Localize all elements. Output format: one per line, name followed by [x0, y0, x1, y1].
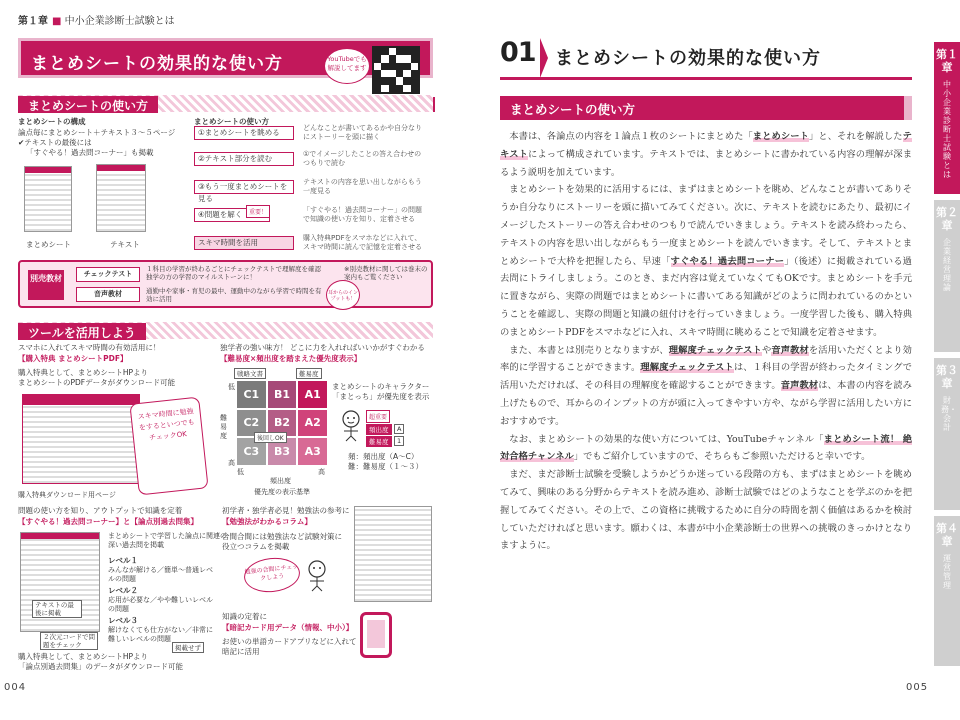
usage-step-4: ④問題を解く [194, 208, 270, 222]
pdf-balloon: スキマ時間に勉強をするといつでもチェックOK [129, 397, 208, 496]
chapter-tab-4[interactable] [934, 516, 960, 666]
postpone-ok-label: 後回しOK [254, 432, 287, 443]
axis-y-high: 高 [228, 459, 235, 467]
chapter-tab-title: 財務・会計 [941, 396, 957, 432]
tool1-caption: 購入特典ダウンロード用ページ [18, 491, 116, 499]
composition-line1: 論点毎にまとめシート＋テキスト３～５ページ [18, 128, 176, 137]
tool5-desc: お使いの単語カードアプリなどに入れて暗記に活用 [222, 637, 357, 656]
tool2-title: 【難易度×頻出度を踏まえた優先度表示】 [220, 354, 362, 363]
body-text: まだ、まだ診断士試験を受験しようかどうか迷っている段階の方も、まずはまとめシートを眺めてみて、興味のある分野からテキストを読み進め、診断士試験ではどのようなことを学ぶのかを把握してみてください。その上で、この資格に挑戦するために自分の時間を割く価値はあるかを検討していただければと思います。願わくは、本書が中小企業診断士の世界への挑戦のきっかけとなりますように。 [500, 469, 912, 552]
mini-freq-value: A [394, 424, 404, 434]
chapter-tab-2[interactable] [934, 200, 960, 352]
body-text: は、本書の内容を読み上げたもので、耳からのインプットの方が頭に入ってきやすい方や、ながら学習に活用したい方におすすめです。 [500, 380, 912, 427]
usage-step-3-note: テキストの内容を思い出しながらもう一度見る [303, 178, 422, 195]
level3-desc: 解けなくても仕方がない／非常に難しいレベルの問題 [108, 626, 213, 643]
usage-step-5-note: 購入特典PDFをスマホなどに入れて、スキマ時間に読んで記憶を定着させる [303, 234, 422, 251]
tool3-intro: 問題の使い方を知り、アウトプットで知識を定着 [18, 506, 183, 515]
matrix-cell-a3: A3 [298, 438, 327, 465]
mascot-figure [340, 410, 362, 442]
tool4-title: 【勉強法がわかるコラム】 [222, 517, 312, 526]
tool2-desc: まとめシートのキャラクター「まとっち」が優先度を表示 [332, 382, 430, 401]
matrix-cell-b2: B2 [268, 410, 297, 437]
thumb-label-text: テキスト [110, 240, 140, 249]
chapter-tab-number: 第４章 [936, 522, 958, 548]
usage-step-5: スキマ時間を活用 [194, 236, 294, 250]
right-section-bar [500, 96, 912, 120]
chapter-tab-number: 第１章 [936, 48, 958, 74]
body-text: は、１科目の学習が終わったタイミングで活用いただければ、その科目の理解度を確認することができます。 [500, 362, 912, 392]
tool2-intro: 独学者の強い味方！ どこに力を入れればいいかがすぐわかる [220, 343, 425, 352]
column-bubble: 勉強の合間にチェックしよう [242, 555, 301, 595]
chapter-tab-title: 中小企業診断士試験とは [943, 80, 951, 179]
left-page [0, 0, 465, 720]
highlight-term: テキスト [500, 131, 912, 160]
right-section-title: まとめシートの使い方 [510, 102, 636, 117]
axis-y-label: 難易度 [220, 414, 227, 440]
tool4-intro: 初学者・独学者必見！勉強法の参考に [222, 506, 350, 515]
tool1-title: 【購入特典 まとめシートPDF】 [18, 354, 128, 363]
axis-x-label: 頻出度 [270, 477, 291, 485]
body-text: 」（後述）に掲載されている過去問にトライしましょう。このとき、まだ内容は覚えていなくてもOKです。まとめシートを手元に置きながら、実際の問題ではまとめシートに書いてある知識がどのように問われているのかということを確認し、実際の問題と知識の紐付けを行っていきましょう。一度学習した後も、購入特典のまとめシートPDFをスマホなどに入れ、スキマ時間に眺めることで知識を定着させます。 [500, 255, 912, 338]
highlight-term: 理解度チェックテスト [640, 362, 734, 374]
axis-y-low: 低 [228, 383, 235, 391]
level2-desc: 応用が必要な／やや難しいレベルの問題 [108, 596, 213, 613]
section-tools-title: ツールを活用しよう [18, 323, 146, 340]
body-text: によって構成されています。テキストでは、まとめシートに書かれている内容の理解が深まるよう説明を加えています。 [500, 148, 912, 178]
tool1-intro: スマホに入れてスキマ時間の有効活用に！ [18, 343, 161, 352]
body-paragraph-p3 [500, 342, 912, 431]
body-text: を活用いただくとより効率的に学習することができます。 [500, 344, 912, 374]
tool2-row-head: 戦略文書 [234, 368, 266, 379]
tool3-title: 【すぐやる！過去問コーナー】と【論点別過去問集】 [18, 517, 198, 526]
tool5-intro: 知識の定着に [222, 612, 267, 621]
highlight-term: すぐやる！過去問コーナー [670, 255, 785, 267]
section-tools-bar [18, 322, 433, 339]
body-paragraph-p5 [500, 466, 912, 555]
usage-step-4-note: 「すぐやる！過去問コーナー」の問題で知識の使い方を知り、定着させる [303, 206, 422, 223]
running-title: 中小企業診断士試験とは [64, 16, 175, 27]
section-usage-title: まとめシートの使い方 [18, 96, 158, 113]
tool1-desc2: まとめシートのPDFデータがダウンロード可能 [18, 378, 176, 387]
student-figure [306, 560, 328, 592]
usage-step-2-note: ①でイメージしたことの答え合わせのつもりで読む [303, 150, 422, 167]
body-text: 本書は、各論点の内容を１論点１枚のシートにまとめた「 [509, 131, 753, 142]
body-paragraph-p2 [500, 181, 912, 341]
matrix-cell-b3: B3 [268, 438, 297, 465]
download-page-image [22, 394, 140, 484]
important-sticker: 重要！ [246, 205, 270, 218]
tool1-desc1: 購入特典として、まとめシートHPより [18, 368, 149, 377]
usage-heading: まとめシートの使い方 [194, 117, 269, 126]
highlight-term: 理解度チェックテスト [668, 344, 762, 356]
right-section-number: 01 [500, 37, 536, 68]
audio-desc: 通勤中や家事・育児の最中、運動中のながら学習で時間を有効に活用 [146, 287, 322, 303]
matrix-cell-a1: A1 [298, 381, 327, 408]
composition-line3: 「すぐやる！過去問コーナー」も掲載 [26, 148, 154, 157]
body-paragraph-p4 [500, 431, 912, 467]
body-text: まとめシートを効果的に活用するには、まずはまとめシートを眺め、どんなことが書いてありそうか自分なりにストーリーを頭に描いてみてください。次に、テキストを読むにあたり、最初にイメージしたストーリーの答え合わせのつもりで読んでいきましょう。テキストを読み終わったら、テキストの内容を思い出しながらもう一度まとめシートを読んでいきます。そして、テキストとまとめシートで大枠を把握したら、早速「 [500, 184, 912, 267]
level2-label: レベル２ [108, 586, 138, 595]
matome-sheet-thumbnail [24, 166, 72, 232]
separate-materials-note: ※別売教材に関しては巻末の案内もご覧ください [344, 265, 428, 281]
hero-title-box [18, 38, 433, 78]
super-important-badge: 超重要 [366, 410, 390, 423]
matrix-cell-a2: A2 [298, 410, 327, 437]
matrix-cell-c3: C3 [237, 438, 266, 465]
level1-label: レベル１ [108, 556, 138, 565]
youtube-bubble: YouTubeでも解説してます [324, 48, 370, 84]
audio-chip: 音声教材 [76, 287, 140, 302]
highlight-term: 音声教材 [771, 344, 809, 356]
usage-step-3: ③もう一度まとめシートを見る [194, 180, 294, 194]
axis-x-high: 高 [318, 468, 325, 476]
running-chapter: 第１章 [18, 16, 48, 27]
running-header [18, 12, 175, 27]
matrix-caption: 優先度の表示基準 [254, 488, 310, 496]
body-text: や [761, 344, 772, 356]
section-usage-bar [18, 95, 433, 112]
right-title: まとめシートの効果的な使い方 [555, 48, 821, 69]
mini-freq-label: 頻出度 [366, 424, 392, 435]
separate-materials-box [18, 260, 433, 308]
chapter-tab-3[interactable] [934, 358, 960, 510]
tool3-desc: まとめシートで学習した論点に関連の深い過去問を掲載 [108, 532, 227, 549]
tool5-title: 【暗記カード用データ（情報、中小）】 [222, 623, 354, 632]
matrix-cell-b1: B1 [268, 381, 297, 408]
column-thumbnail [354, 506, 432, 602]
usage-step-2: ②テキスト部分を読む [194, 152, 294, 166]
highlight-term: 音声教材 [780, 380, 819, 392]
chapter-tab-1[interactable] [934, 42, 960, 194]
tag-not-included: 掲載せず [172, 642, 204, 653]
mascot-face: 耳からのインプットも！ [326, 280, 360, 310]
thumb-label-sheet: まとめシート [26, 240, 71, 249]
usage-step-1: ①まとめシートを眺める [194, 126, 294, 140]
chapter-tab-number: 第２章 [936, 206, 958, 232]
usage-step-1-note: どんなことが書いてあるかや自分なりにストーリーを頭に描く [303, 124, 422, 141]
axis-x-low: 低 [237, 468, 244, 476]
mini-diff-value: 1 [394, 436, 404, 446]
tool3-foot2: 「論点別過去問集」のデータがダウンロード可能 [18, 662, 183, 671]
chapter-tab-title: 企業経営理論 [943, 238, 951, 292]
qr-code[interactable] [372, 46, 420, 94]
level1-desc: みんなが解ける／簡単～普通レベルの問題 [108, 566, 213, 583]
smartphone-icon [360, 612, 392, 658]
mini-diff-label: 難易度 [366, 436, 392, 447]
body-text: 」でもご紹介していますので、そちらもご参照いただけると幸いです。 [573, 451, 871, 463]
tool4-desc: 合間合間には勉強法など試験対策に役立つコラムを掲載 [222, 532, 342, 551]
tool2-col-head: 難易度 [296, 368, 322, 379]
chapter-tab-number: 第３章 [936, 364, 958, 390]
right-title-marker [540, 38, 548, 78]
composition-line2: ✔テキストの最後には [18, 138, 92, 147]
body-text: 」と、それを解説した [809, 131, 903, 142]
priority-matrix [237, 381, 327, 465]
tag-in-text: テキストの最後に掲載 [32, 600, 82, 618]
level3-label: レベル３ [108, 616, 138, 625]
highlight-term: まとめシート流！ 絶対合格チャンネル [500, 433, 913, 463]
body-text: なお、まとめシートの効果的な使い方については、YouTubeチャンネル「 [509, 433, 824, 445]
matrix-cell-c1: C1 [237, 381, 266, 408]
body-text: また、本書とは別売りとなりますが、 [509, 344, 669, 356]
separate-materials-label: 別売教材 [28, 270, 64, 300]
legend-diff: 難：難易度（１～３） [348, 462, 423, 471]
composition-heading: まとめシートの構成 [18, 117, 86, 126]
hero-title: まとめシートの効果的な使い方 [31, 54, 283, 74]
right-folio: 005 [906, 682, 929, 693]
left-folio: 004 [4, 682, 27, 693]
tag-qr-check: ２次元コードで問題をチェック [40, 632, 98, 650]
legend-freq: 頻：頻出度（A～C） [348, 452, 419, 461]
check-test-desc: １科目の学習が終わるごとにチェックテストで理解度を確認 独学の方の学習のマイルストーンに！ [146, 265, 328, 281]
chapter-tab-title: 運営管理 [943, 554, 951, 590]
text-thumbnail [96, 164, 146, 232]
matrix-cell-c2: C2 [237, 410, 266, 437]
right-body-text [500, 128, 912, 555]
highlight-term: まとめシート [752, 131, 809, 142]
body-paragraph-p1 [500, 128, 912, 181]
check-test-chip: チェックテスト [76, 267, 140, 282]
tool3-foot1: 購入特典として、まとめシートHPより [18, 652, 149, 661]
running-separator: ■ [52, 16, 65, 27]
